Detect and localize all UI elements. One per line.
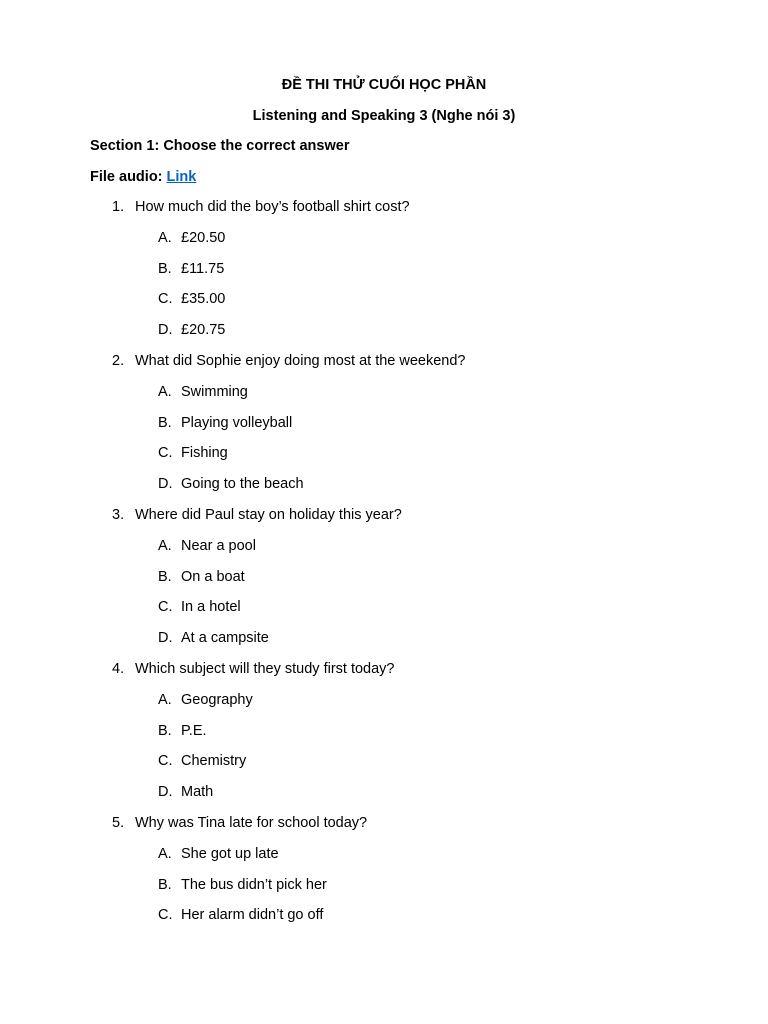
question-number: 3.	[112, 506, 125, 523]
question-number: 2.	[112, 352, 125, 369]
option-text: Playing volleyball	[181, 414, 293, 431]
answer-option	[0, 597, 768, 628]
question-item	[0, 197, 768, 228]
option-letter: C.	[158, 907, 173, 924]
answer-option	[0, 844, 768, 875]
question-text: How much did the boy’s football shirt cost?	[135, 199, 410, 215]
option-text: £20.50	[181, 229, 226, 246]
option-letter: A.	[158, 229, 172, 246]
answer-option	[0, 721, 768, 752]
option-text: Geography	[181, 691, 253, 708]
question-text: Which subject will they study first today?	[135, 660, 395, 677]
answer-option	[0, 905, 768, 936]
answer-option	[0, 228, 768, 259]
answer-option	[0, 474, 768, 505]
option-letter: A.	[158, 537, 172, 554]
question-text: What did Sophie enjoy doing most at the weekend?	[135, 352, 466, 369]
question-text: Where did Paul stay on holiday this year?	[135, 506, 402, 523]
option-text: In a hotel	[181, 599, 241, 616]
question-item	[0, 659, 768, 690]
option-letter: A.	[158, 383, 172, 400]
document-subtitle: Listening and Speaking 3 (Nghe nói 3)	[252, 108, 516, 124]
answer-option	[0, 259, 768, 290]
question-text: Why was Tina late for school today?	[135, 814, 368, 831]
option-text: £11.75	[181, 260, 225, 277]
option-letter: A.	[158, 691, 172, 708]
question-item	[0, 505, 768, 536]
answer-option	[0, 628, 768, 659]
option-text: Swimming	[181, 383, 248, 400]
option-letter: D.	[158, 784, 173, 801]
option-text: The bus didn’t pick her	[181, 876, 327, 893]
question-number: 1.	[112, 199, 125, 215]
option-letter: B.	[158, 722, 172, 739]
option-letter: C.	[158, 753, 173, 770]
answer-option	[0, 443, 768, 474]
option-letter: B.	[158, 568, 172, 585]
option-text: Chemistry	[181, 753, 247, 770]
option-letter: D.	[158, 476, 173, 493]
section-heading: Section 1: Choose the correct answer	[90, 138, 350, 154]
option-text: Near a pool	[181, 537, 256, 554]
option-letter: C.	[158, 599, 173, 616]
answer-option	[0, 413, 768, 444]
option-letter: A.	[158, 845, 172, 862]
answer-option	[0, 382, 768, 413]
option-text: P.E.	[181, 722, 207, 739]
audio-file-line	[90, 167, 196, 187]
answer-option	[0, 289, 768, 320]
option-text: At a campsite	[181, 630, 269, 647]
audio-file-label: File audio:	[90, 169, 163, 185]
option-letter: B.	[158, 414, 172, 431]
option-text: Math	[181, 784, 214, 801]
option-letter: D.	[158, 630, 173, 647]
answer-option	[0, 320, 768, 351]
answer-option	[0, 690, 768, 721]
option-text: £20.75	[181, 322, 226, 339]
option-letter: C.	[158, 291, 173, 308]
option-text: Going to the beach	[181, 476, 304, 493]
question-item	[0, 351, 768, 382]
option-letter: D.	[158, 322, 173, 339]
option-letter: B.	[158, 260, 172, 277]
option-text: On a boat	[181, 568, 245, 585]
option-text: £35.00	[181, 291, 226, 308]
answer-option	[0, 536, 768, 567]
answer-option	[0, 875, 768, 906]
answer-option	[0, 782, 768, 813]
question-list	[0, 197, 768, 936]
audio-file-link[interactable]: Link	[166, 169, 197, 185]
answer-option	[0, 567, 768, 598]
option-text: She got up late	[181, 845, 279, 862]
answer-option	[0, 751, 768, 782]
option-letter: B.	[158, 876, 172, 893]
question-item	[0, 813, 768, 844]
option-text: Her alarm didn’t go off	[181, 907, 324, 924]
document-title: ĐỀ THI THỬ CUỐI HỌC PHẦN	[281, 77, 487, 93]
option-letter: C.	[158, 445, 173, 462]
question-number: 4.	[112, 660, 125, 677]
option-text: Fishing	[181, 445, 228, 462]
question-number: 5.	[112, 814, 125, 831]
